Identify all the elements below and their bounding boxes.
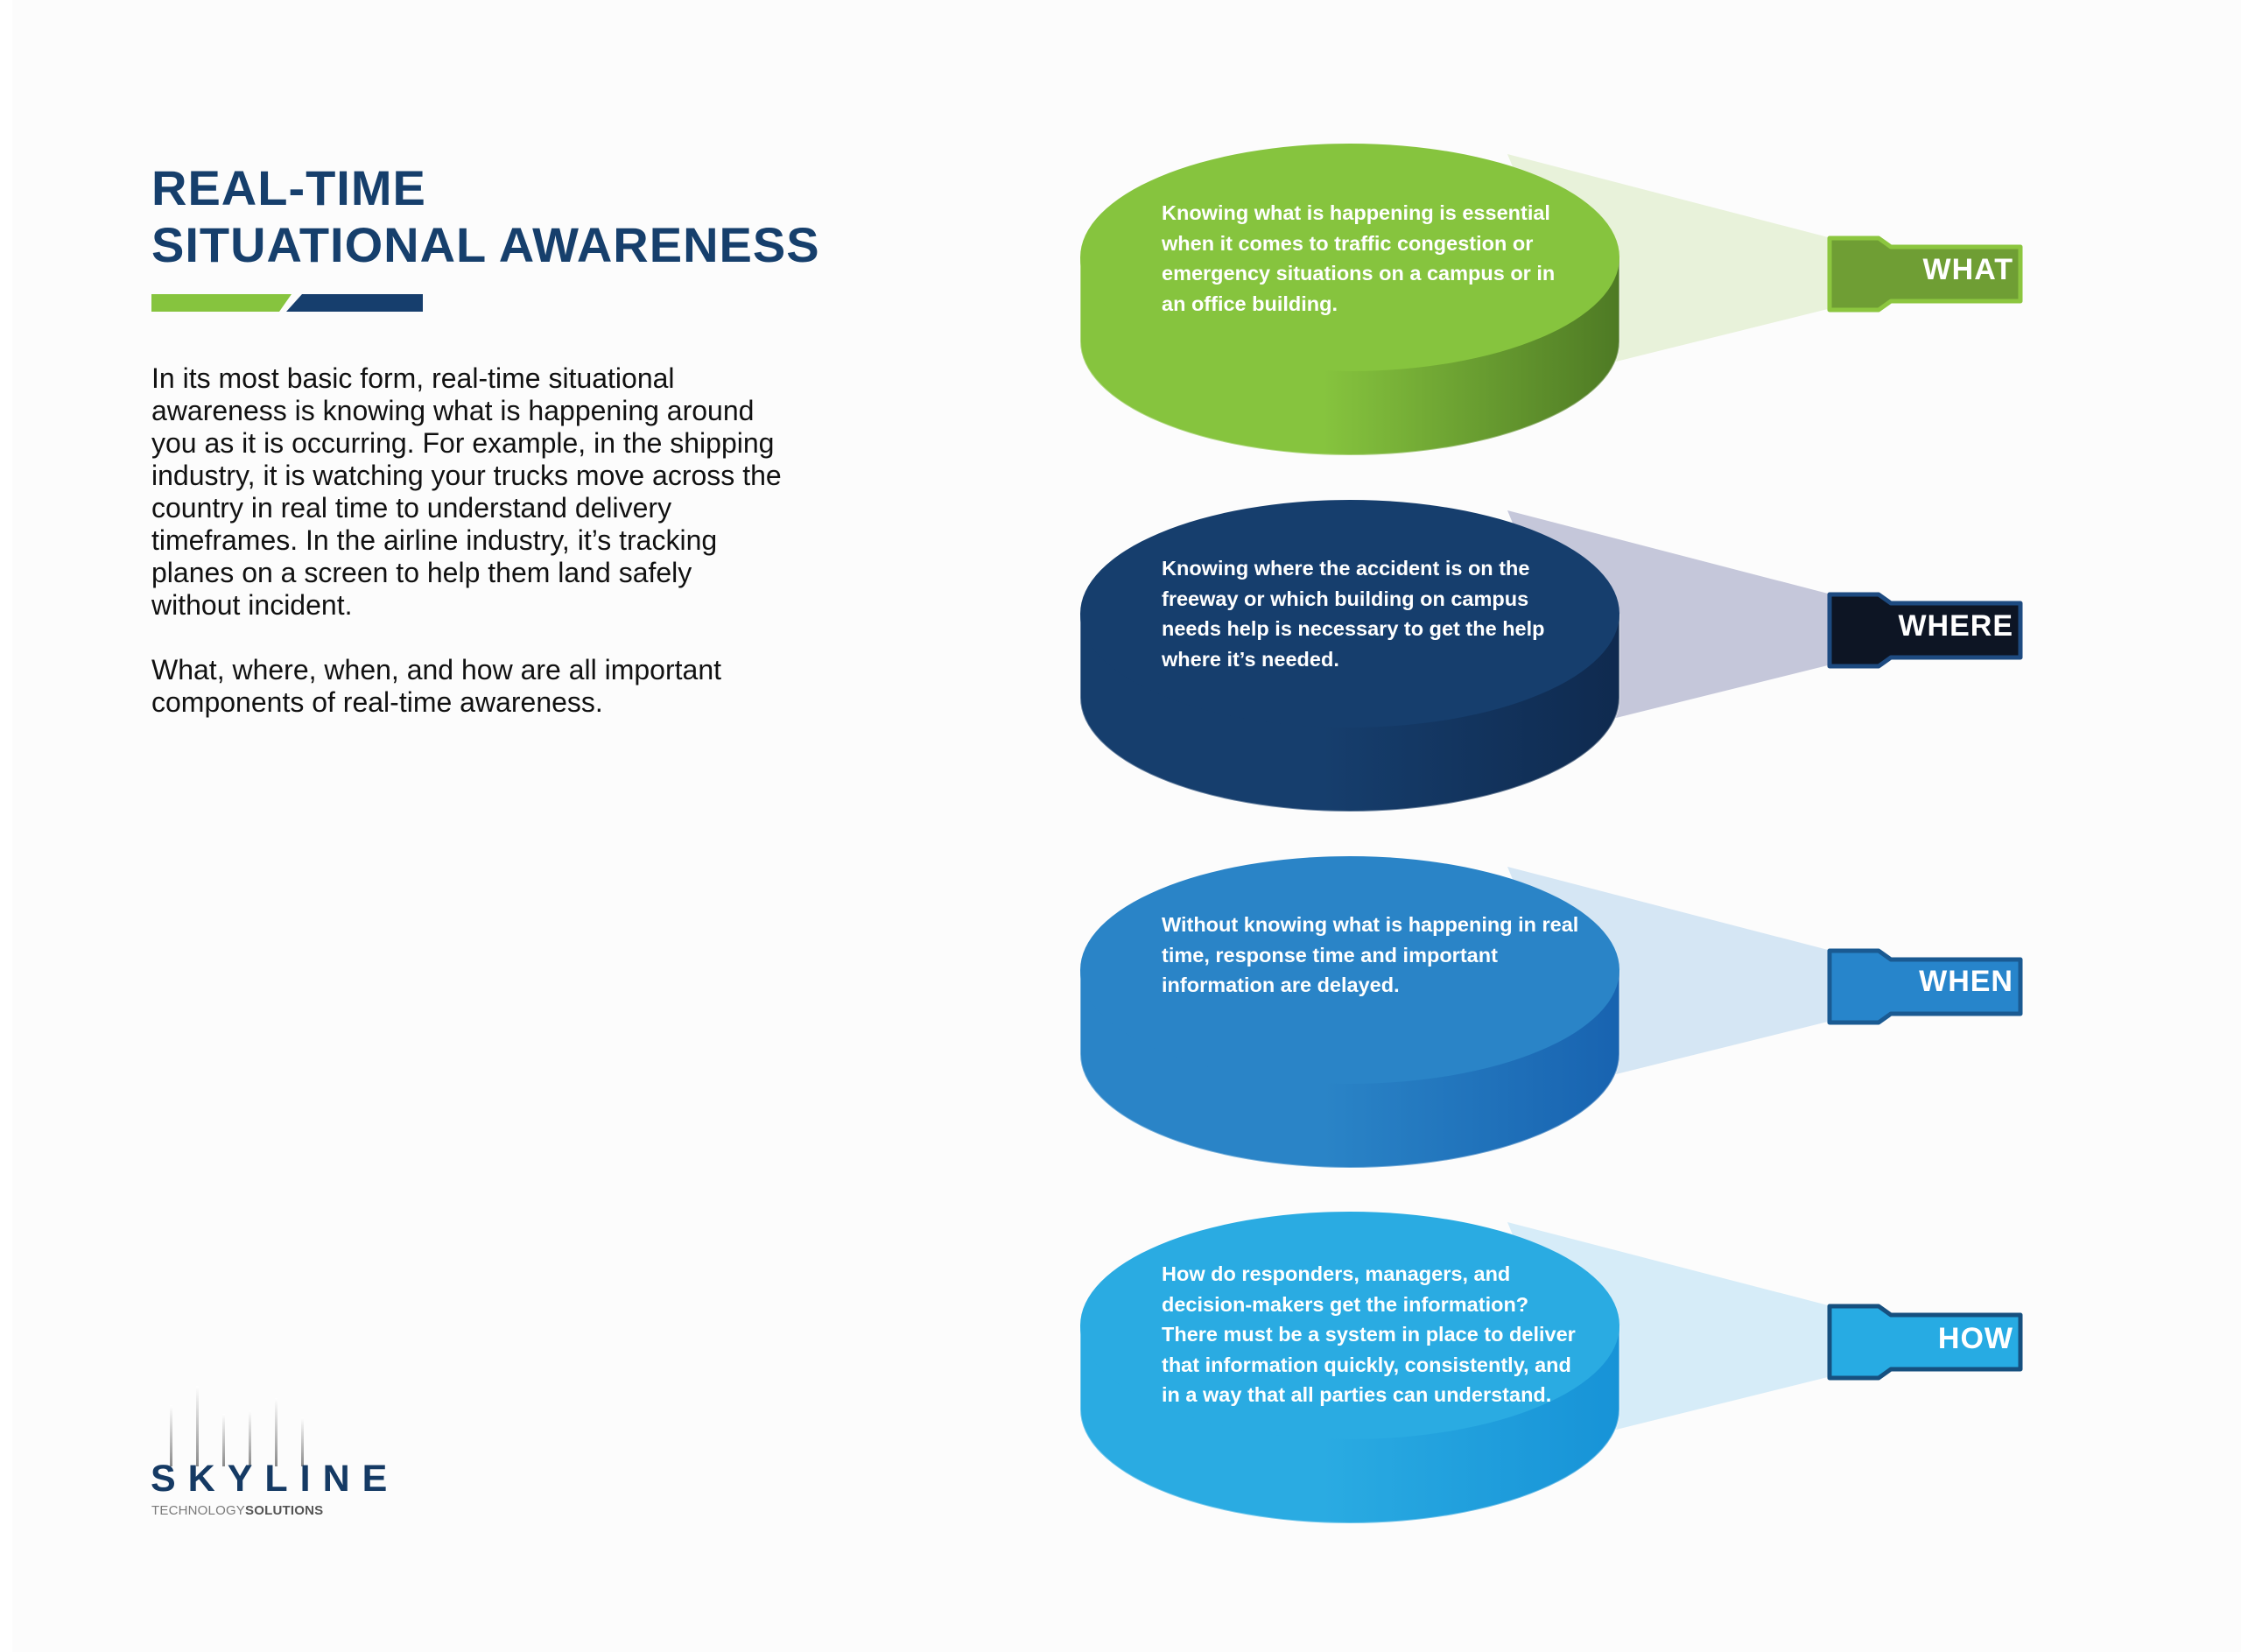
stage-when-text: Without knowing what is happening in real time, response time and important information are delayed. [1162,913,1579,996]
stage-what-label: WHAT [1922,253,2013,286]
logo-wordmark: SKYLINE [151,1458,400,1500]
stage-what-text: Knowing what is happening is essential when it comes to traffic congestion or emergency situations on a campus or in an office building. [1162,201,1556,315]
logo-tagline-prefix: TECHNOLOGY [151,1503,246,1518]
intro-paragraph-1: In its most basic form, real-time situational awareness is knowing what is happening around you as it is occurring. For example, in the shipping industry, it is watching your trucks move across the country in real time to understand delivery timeframes. In the airline industry, it’s tracking planes on a screen to help them land safely without incident. [151,362,782,621]
stage-how-label: HOW [1937,1322,2013,1355]
stage-where-text: Knowing where the accident is on the freeway or which building on campus needs help is necessary to get the help where it’s needed. [1162,557,1545,671]
stage-when-label: WHEN [1919,965,2013,998]
title-line-2: SITUATIONAL AWARENESS [151,217,820,272]
title-line-1: REAL-TIME [151,160,426,215]
stage-how-text: How do responders, managers, and decision-makers get the information? There must be a system in place to deliver that information quickly, consistently, and in a way that all parties can understand. [1162,1262,1576,1406]
intro-paragraph-2: What, where, when, and how are all important components of real-time awareness. [151,654,721,718]
logo-tagline-bold: SOLUTIONS [245,1503,324,1518]
logo-tagline [151,1503,323,1518]
stage-where-label: WHERE [1898,609,2013,643]
